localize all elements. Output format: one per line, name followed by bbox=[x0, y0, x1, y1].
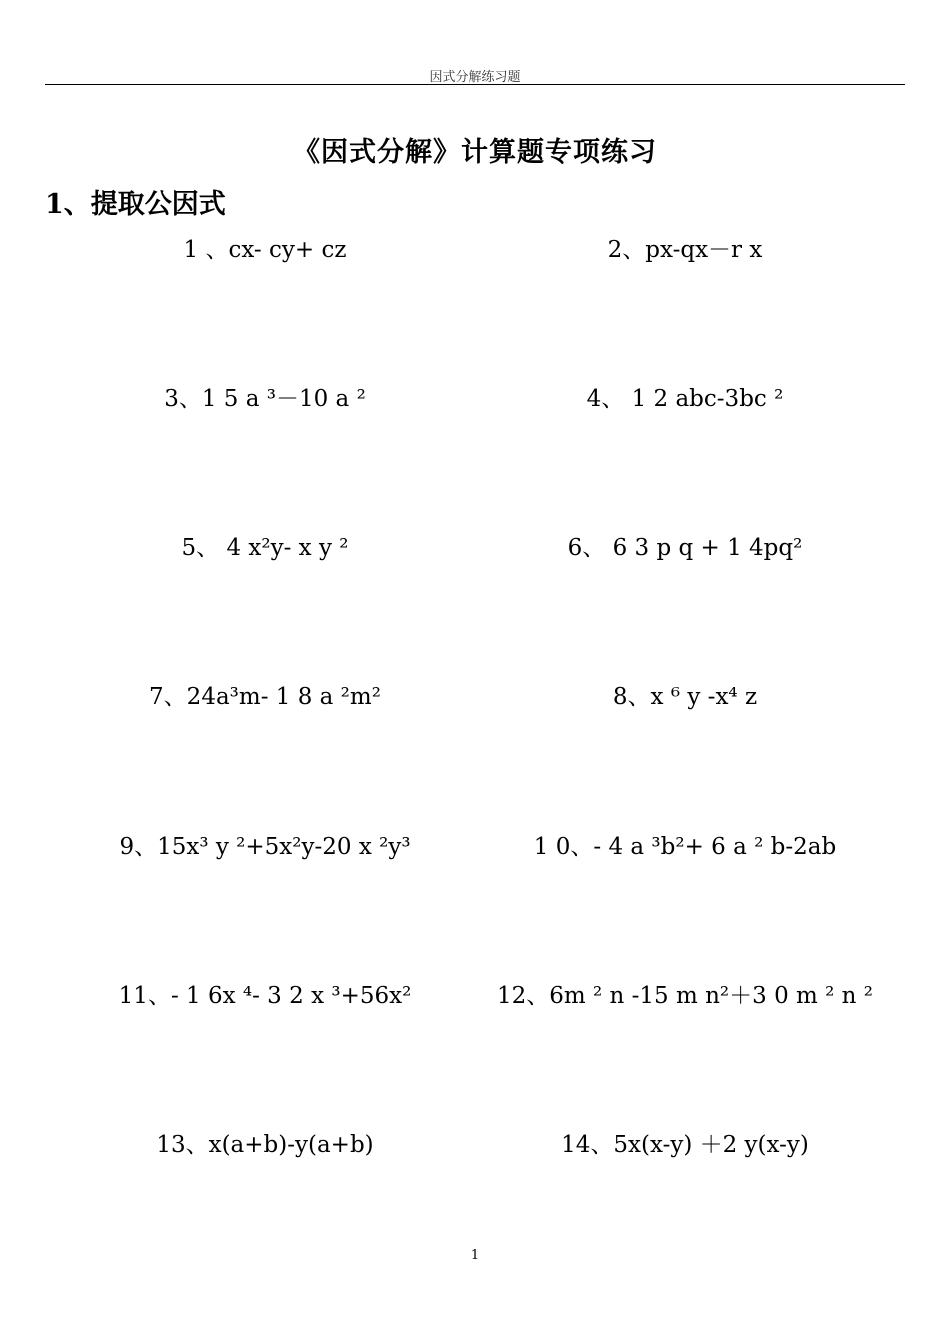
problem-6: 6、 6 3 p q + 1 4pq² bbox=[567, 535, 803, 561]
problem-9: 9、15x³ y ²+5x²y-20 x ²y³ bbox=[119, 834, 411, 860]
header-divider bbox=[45, 84, 905, 85]
problem-5: 5、 4 x²y- x y ² bbox=[181, 535, 349, 561]
problem-13: 13、x(a+b)-y(a+b) bbox=[156, 1132, 374, 1158]
problem-4: 4、 1 2 abc-3bc ² bbox=[586, 386, 784, 412]
section-heading: 1、提取公因式 bbox=[45, 189, 226, 220]
problem-2: 2、px-qx－r x bbox=[607, 237, 763, 263]
problem-12: 12、6m ² n -15 m n²＋3 0 m ² n ² bbox=[496, 983, 874, 1009]
problem-11: 11、- 1 6x ⁴- 3 2 x ³+56x² bbox=[118, 983, 412, 1009]
problem-8: 8、x ⁶ y -x⁴ z bbox=[612, 684, 758, 710]
document-title: 《因式分解》计算题专项练习 bbox=[293, 137, 657, 168]
problem-7: 7、24a³m- 1 8 a ²m² bbox=[149, 684, 381, 710]
problem-3: 3、1 5 a ³－10 a ² bbox=[164, 386, 366, 412]
problem-1: 1 、cx- cy+ cz bbox=[183, 237, 347, 263]
problem-10: 1 0、- 4 a ³b²+ 6 a ² b-2ab bbox=[533, 834, 837, 860]
page-number: 1 bbox=[470, 1248, 480, 1263]
problem-14: 14、5x(x-y) ＋2 y(x-y) bbox=[561, 1132, 809, 1158]
page-header: 因式分解练习题 bbox=[429, 70, 521, 85]
